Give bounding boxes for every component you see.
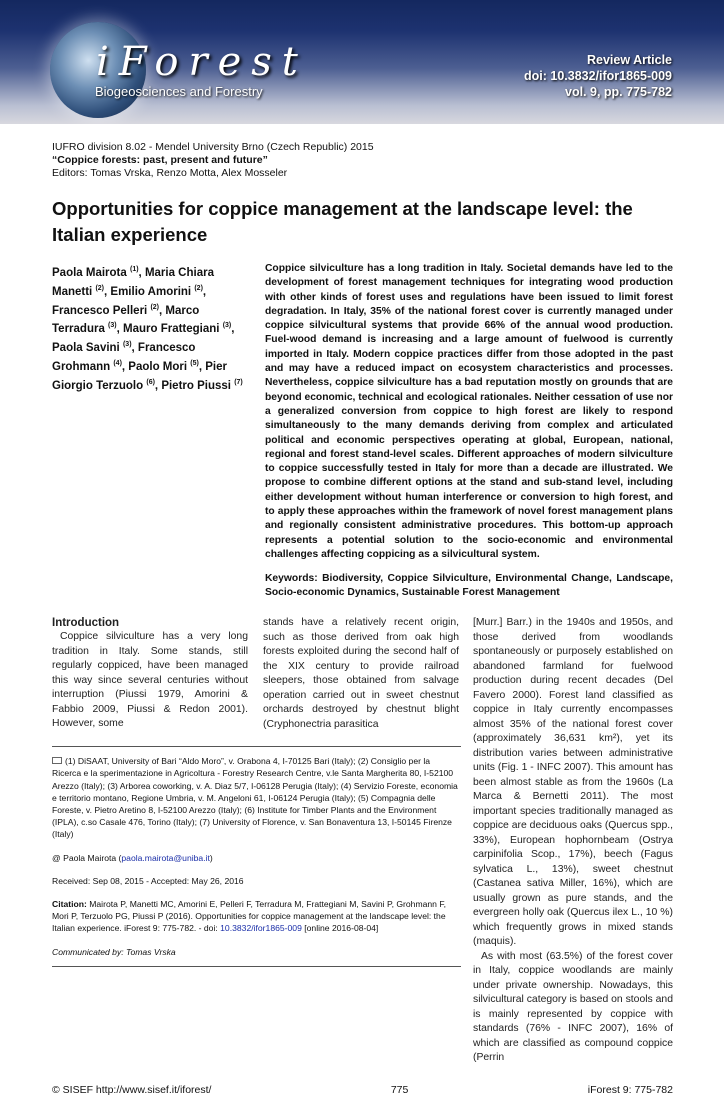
body-column-1 xyxy=(52,616,248,732)
author: Pietro Piussi xyxy=(161,379,231,392)
affiliation-marker: (2) xyxy=(150,303,160,311)
affiliation-marker: (5) xyxy=(190,360,199,368)
paragraph: As with most (63.5%) of the forest cover in Italy, coppice woodlands are mainly under private ownership. Nowadays, this silvicultural category is based on stools and is mainly represented by coppice with standards (76% - INFC 2007), 16% of which are classified as compound coppice (Perrin xyxy=(473,950,673,1064)
author: Pier Giorgio Terzuolo xyxy=(52,360,227,392)
body-column-3 xyxy=(473,616,673,1066)
affiliation-marker: (3) xyxy=(122,341,132,349)
article-info xyxy=(524,52,672,100)
article-volume: vol. 9, pp. 775-782 xyxy=(565,85,672,99)
footer-copyright: © SISEF http://www.sisef.it/iforest/ xyxy=(52,1083,212,1096)
citation-online: [online 2016-08-04] xyxy=(301,923,379,934)
contact-label: @ Paola Mairota ( xyxy=(52,852,122,863)
page-number: 775 xyxy=(390,1083,409,1096)
affiliation-marker: (3) xyxy=(222,322,232,330)
footer-citation: iForest 9: 775-782 xyxy=(587,1083,673,1096)
author: Francesco Pelleri xyxy=(52,304,148,317)
editors: Editors: Tomas Vrska, Renzo Motta, Alex Mosseler xyxy=(52,167,288,179)
article-doi[interactable]: doi: 10.3832/ifor1865-009 xyxy=(524,69,672,83)
affiliation-marker: (1) xyxy=(129,266,139,273)
author: Paola Mairota xyxy=(52,266,127,279)
footnote-box xyxy=(52,746,461,967)
journal-subtitle: Biogeosciences and Forestry xyxy=(95,84,263,99)
conference-meta xyxy=(52,141,673,180)
author: Paola Savini xyxy=(52,342,120,355)
journal-logo: iForest xyxy=(96,39,308,85)
author: Mauro Frattegiani xyxy=(123,323,220,336)
affiliation-marker: (3) xyxy=(108,322,117,330)
author: Maria Chiara Manetti xyxy=(52,266,214,298)
communicated-by: Communicated by: Tomas Vrska xyxy=(52,946,176,957)
theme: “Coppice forests: past, present and future” xyxy=(52,154,268,166)
dates: Received: Sep 08, 2015 - Accepted: May 26, 2016 xyxy=(52,875,244,886)
affiliations: (1) DiSAAT, University of Bari “Aldo Moro”, v. Orabona 4, I-70125 Bari (Italy); (2) Consiglio per la Ricerca e la sperimentazione in Agricoltura - Forestry Research Centre, v.le Santa Margherita 80, I-52100 Arezzo (Italy); (3) Arborea coworking, v. A. Diaz 5/7, I-06128 Perugia (Italy); (4) Servizio Foreste, economia e territorio montano, Regione Umbria, v. M. Angeloni 61, I-06124 Perugia (Italy); (5) Compagnia delle Foreste, v. Pietro Aretino 8, I-52100 Arezzo (Italy); (6) Institute for Timber Plants and the Environment (IPLA), c.so Casale 476, Torino (Italy); (7) University of Florence, v. San Bonaventura 13, I-50145 Firenze (Italy) xyxy=(52,756,458,840)
conference: IUFRO division 8.02 - Mendel University Brno (Czech Republic) 2015 xyxy=(52,141,374,153)
article-title: Opportunities for coppice management at the landscape level: the Italian experience xyxy=(52,198,633,245)
affiliation-marker: (7) xyxy=(234,378,243,386)
email-link[interactable]: paola.mairota@uniba.it xyxy=(121,852,210,863)
section-heading-introduction: Introduction xyxy=(52,617,120,630)
citation-text: Mairota P, Manetti MC, Amorini E, Pelleri F, Terradura M, Frattegiani M, Savini P, Grohmann F, Mori P, Terzuolo PG, Piussi P (2016). Opportunities for coppice management at the landscape level: the Italian experience. iForest 9: 775-782. - doi: xyxy=(52,899,447,934)
author: Marco Terradura xyxy=(52,304,200,336)
envelope-icon xyxy=(52,757,62,764)
author: Emilio Amorini xyxy=(110,285,192,298)
citation-label: Citation: xyxy=(52,899,87,910)
abstract: Coppice silviculture has a long tradition in Italy. Societal demands have led to the development of forest management techniques for integrating wood production with other kinds of forest uses and regulations have been issued to limit forest degradation. In Italy, 35% of the national forest cover is currently managed under coppice silvicultural systems that provide 66% of the annual wood production. Fuel-wood demand is increasing and a large amount of fuelwood is currently imported in Italy. Modern coppice practices differ from those adopted in the past and may have a reduced impact on ecosystem characteristics and processes. Nevertheless, coppice silviculture has a bad reputation mostly on grounds that are beyond economic, technical and ecological rationales. Neither cessation of use nor a generalized conversion from coppice to high forest are likely to respond simultaneously to the many demands deriving from complex and articulated political and economic perspectives operating at global, European, national, regional and forest stand-level scales. Different approaches of modern silviculture to coppice successfully tested in Italy for more than a decade are illustrated. We propose to combine different options at the stand and sub-stand level, including either development without human interference or conversion to high forest, and to apply these approaches within the framework of novel forest management plans and regionally consistent administrative procedures. This bottom-up approach represents a potential solution to the socio-economic and environmental challenges affecting coppicing as a silvicultural system. xyxy=(265,263,673,560)
keywords: Keywords: Biodiversity, Coppice Silviculture, Environmental Change, Landscape, Socio-economic Dynamics, Sustainable Forest Management xyxy=(265,573,673,599)
body-column-2: stands have a relatively recent origin, such as those derived from oak high forests exploited during the second half of the XIX century to provide railroad sleepers, those obtained from salvage operation carried out in sweet chestnut orchards destroyed by chestnut blight (Cryphonectria parasitica xyxy=(263,617,459,730)
affiliation-marker: (4) xyxy=(113,360,122,368)
affiliation-marker: (2) xyxy=(194,284,203,292)
article-type: Review Article xyxy=(587,53,672,67)
paragraph: Coppice silviculture has a very long tradition in Italy. Some stands, still regularly coppiced, have been managed this way since several centuries without interruption (Piussi 1979, Amorini & Fabbio 2009, Piussi & Redon 2001). However, some xyxy=(52,631,248,730)
page-footer xyxy=(52,1084,673,1097)
journal-banner xyxy=(0,0,724,124)
citation-doi-link[interactable]: 10.3832/ifor1865-009 xyxy=(220,923,302,934)
contact-suffix: ) xyxy=(209,852,213,863)
author: Paolo Mori xyxy=(128,360,188,373)
paragraph: [Murr.] Barr.) in the 1940s and 1950s, and those derived from woodlands spontaneously or purposely established on abandoned farmland for fuelwood production during recent decades (Del Favero 2000). Forest land classified as coppice in Italy currently encompasses almost 35% of the national forest cover (approximately 36,631 km²), yet its distribution varies between administrative units (Fig. 1 - INFC 2007). This amount has been almost stable as from the 1960s (La Marca & Bernetti 2011). The most important species traditionally managed as coppice are deciduous oaks (Quercus spp., 33%), European hophornbeam (Ostrya carpinifolia Scop., 17%), beech (Fagus sylvatica L., 13%), sweet chestnut (Castanea sativa Miller, 16%), which are usually grown as pure stands, and the evergreen holly oak (Quercus ilex L., 10 %) which frequently grows in mixed stands (maquis). xyxy=(473,617,673,948)
affiliation-marker: (6) xyxy=(146,378,155,386)
author-list: Paola Mairota $^{(1)}$, Maria Chiara Manetti $^{(2)}$, Emilio Amorini $^{(2)}$, Francesco Pelleri $^{(2)}$, Marco Terradura $^{(3)}$, Mauro Frattegiani $^{(3)}$, Paola Savini $^{(3)}$, Francesco Grohmann $^{(4)}$, Paolo Mori $^{(5)}$, Pier Giorgio Terzuolo $^{(6)}$, Pietro Piussi $^{(7)}$ xyxy=(52,266,243,392)
author: Francesco Grohmann xyxy=(52,342,196,373)
affiliation-marker: (2) xyxy=(95,284,105,292)
